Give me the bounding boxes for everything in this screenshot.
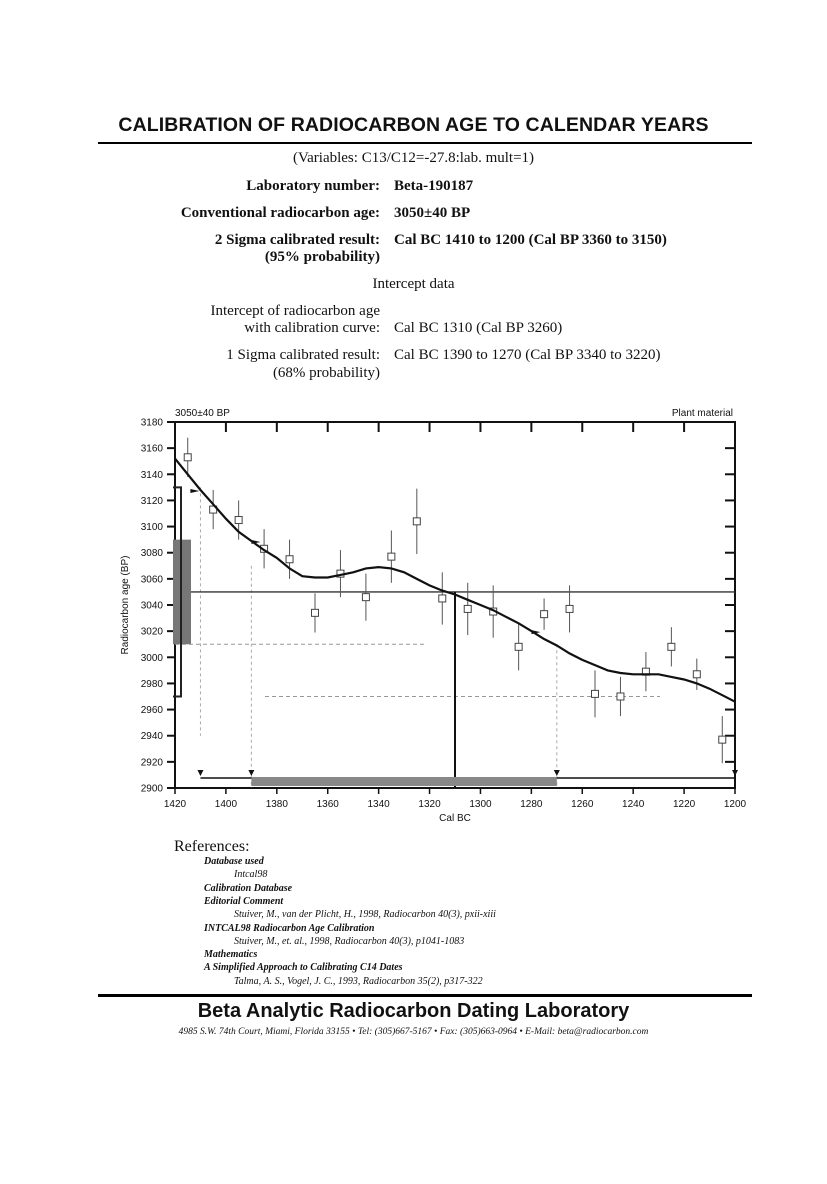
data-point [439,595,446,602]
range-marker [248,770,254,776]
reference-heading: Calibration Database [204,882,293,894]
y-tick-label: 2960 [140,705,163,717]
data-point [719,736,726,743]
lab-address: 4985 S.W. 74th Court, Miami, Florida 33155 • Tel: (305)667-5167 • Fax: (305)663-0964 • E-Mail: beta@radiocarbon.com [178,1027,649,1037]
x-tick-label: 1340 [367,799,390,810]
data-point [566,605,573,612]
range-marker [197,770,203,776]
curve-marker [190,489,199,493]
x-tick-label: 1420 [163,799,187,810]
corner-label-right: Plant material [671,408,733,419]
y-tick-label: 3060 [140,574,163,586]
intercept-label-line1: Intercept of radiocarbon age [210,303,380,319]
conv-age-value: 3050±40 BP [394,205,471,221]
range-marker [732,770,738,776]
x-axis-label: Cal BC [439,813,471,824]
conv-age-label: Conventional radiocarbon age: [180,205,380,221]
y-tick-label: 3000 [140,652,163,664]
y-axis-label: Radiocarbon age (BP) [120,555,131,655]
sigma1-probability: (68% probability) [272,365,380,381]
x-tick-label: 1200 [723,799,747,810]
data-point [184,454,191,461]
y-tick-label: 3140 [140,469,163,481]
corner-label-left: 3050±40 BP [175,408,230,419]
y-tick-label: 3020 [140,626,163,638]
intercept-label-line2: with calibration curve: [244,320,380,336]
sigma1-label: 1 Sigma calibrated result: [226,347,380,363]
reference-heading: Editorial Comment [204,895,284,907]
y-tick-label: 3040 [140,600,163,612]
data-point [515,643,522,650]
x-tick-label: 1240 [622,799,645,810]
x-tick-label: 1360 [316,799,339,810]
x-tick-label: 1260 [571,799,594,810]
data-point [668,643,675,650]
sigma2-value: Cal BC 1410 to 1200 (Cal BP 3360 to 3150) [394,232,667,248]
range-marker [554,770,560,776]
footer-rule [98,994,752,997]
lab-name: Beta Analytic Radiocarbon Dating Laboratory [197,1000,630,1022]
reference-heading: A Simplified Approach to Calibrating C14 Dates [204,962,403,974]
references-heading: References: [174,838,250,855]
data-point [592,690,599,697]
reference-heading: INTCAL98 Radiocarbon Age Calibration [204,922,375,934]
data-point [388,553,395,560]
sigma2-probability: (95% probability) [264,249,380,265]
reference-detail: Intcal98 [234,869,268,881]
data-point [286,556,293,563]
x-tick-label: 1380 [265,799,288,810]
x-tick-label: 1300 [469,799,492,810]
data-point [693,671,700,678]
variables-line: (Variables: C13/C12=-27.8:lab. mult=1) [292,150,535,166]
y-tick-label: 2940 [140,731,163,743]
y-tick-label: 3080 [140,548,163,560]
y-tick-label: 2920 [140,757,163,769]
x-tick-label: 1320 [418,799,441,810]
reference-heading: Database used [204,856,264,867]
reference-detail: Talma, A. S., Vogel, J. C., 1993, Radiocarbon 35(2), p317-322 [234,975,483,987]
data-point [413,518,420,525]
data-point [235,517,242,524]
x-tick-label: 1280 [520,799,543,810]
data-point [617,693,624,700]
x-tick-label: 1400 [214,799,238,810]
y-tick-label: 3100 [140,522,163,534]
y-tick-label: 3180 [140,417,163,429]
lab-number-value: Beta-190187 [394,178,474,194]
intercept-value: Cal BC 1310 (Cal BP 3260) [394,320,563,336]
reference-detail: Stuiver, M., et. al., 1998, Radiocarbon 40(3), p1041-1083 [234,935,465,947]
y-tick-label: 3120 [140,495,163,507]
sigma1-range-bar [251,777,556,786]
y-tick-label: 2900 [140,783,163,795]
data-point [362,594,369,601]
data-point [541,611,548,618]
data-point [464,605,471,612]
y-tick-label: 3160 [140,443,163,455]
page-title: CALIBRATION OF RADIOCARBON AGE TO CALENDAR YEARS [118,114,709,136]
intercept-heading: Intercept data [372,276,455,292]
lab-number-label: Laboratory number: [246,178,380,194]
y-tick-label: 2980 [140,678,163,690]
sigma1-value: Cal BC 1390 to 1270 (Cal BP 3340 to 3220) [394,347,661,363]
reference-detail: Stuiver, M., van der Plicht, H., 1998, Radiocarbon 40(3), pxii-xiii [234,909,496,921]
data-point [312,609,319,616]
sigma2-label: 2 Sigma calibrated result: [214,232,380,248]
x-tick-label: 1220 [672,799,696,810]
reference-heading: Mathematics [204,949,258,961]
